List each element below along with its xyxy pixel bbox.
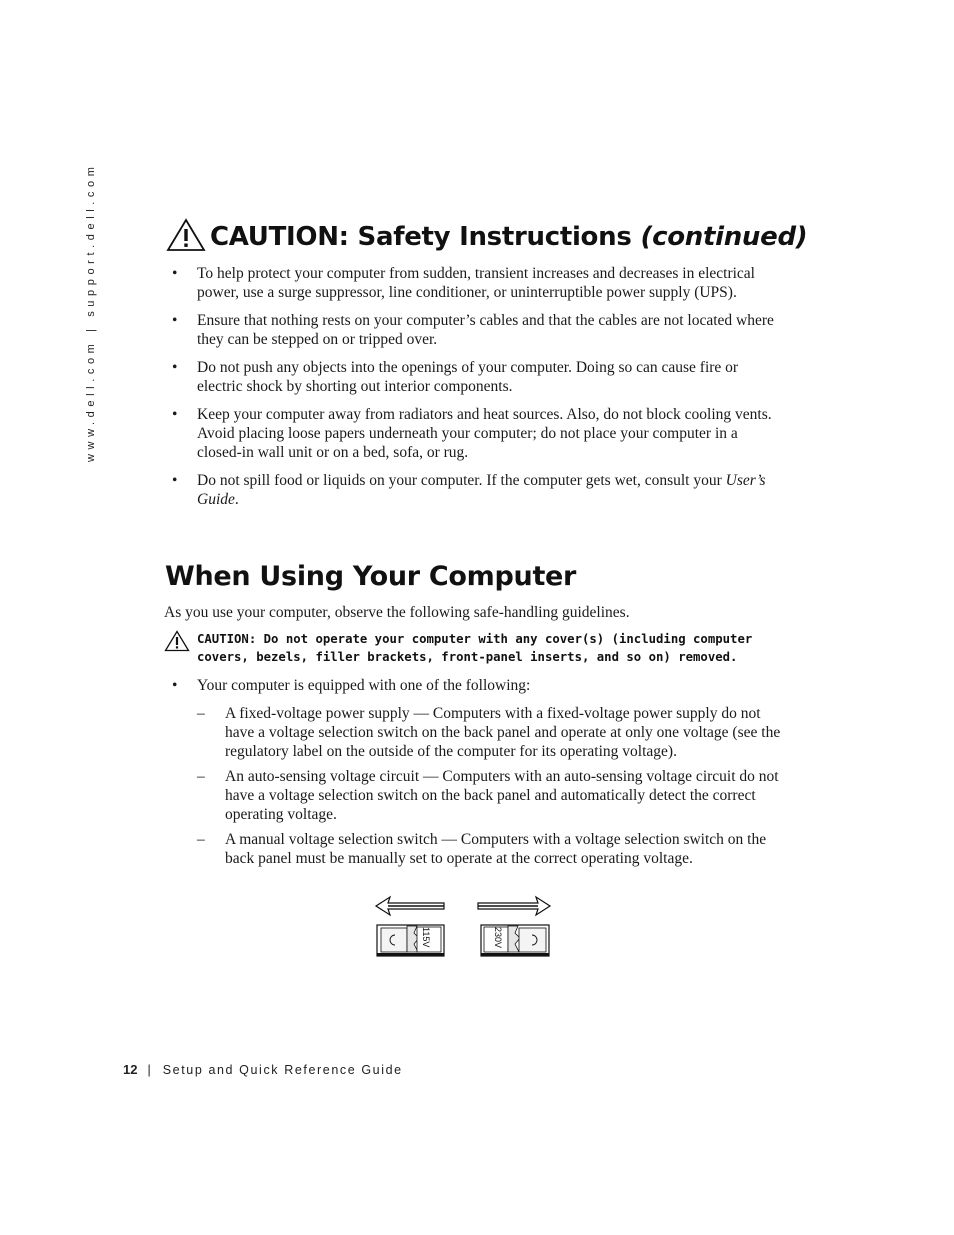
caution-notice-text: CAUTION: Do not operate your computer with any cover(s) (including computer covers, bezels, filler brackets, front-panel inserts, and so on) removed.	[197, 632, 753, 664]
list-item-text: Do not push any objects into the openings of your computer. Doing so can cause fire or electric shock by shorting out interior components.	[197, 359, 739, 395]
sub-list-item	[197, 767, 787, 824]
voltage-switch-left	[377, 925, 444, 956]
section-title: When Using Your Computer	[165, 561, 577, 592]
equipped-list	[172, 676, 782, 704]
list-item	[172, 676, 782, 695]
list-item	[172, 264, 782, 302]
page-number: 12	[123, 1062, 138, 1077]
page-footer	[123, 1062, 403, 1077]
voltage-switch-illustration	[374, 890, 554, 962]
list-item-end: .	[234, 491, 239, 508]
voltage-label-230v: 230V	[493, 927, 503, 949]
sub-list-item-text: An auto-sensing voltage circuit — Computers with an auto-sensing voltage circuit do not have a voltage selection switch on the back panel and automatically detect the correct operating voltage.	[225, 768, 779, 823]
voltage-options-list	[197, 704, 787, 874]
caution-bullet-list	[172, 264, 782, 518]
dash: –	[197, 768, 205, 785]
caution-notice	[164, 630, 784, 666]
list-item-text: Ensure that nothing rests on your computer’s cables and that the cables are not located where they can be stepped on or tripped over.	[197, 312, 774, 348]
list-item-text: To help protect your computer from sudden, transient increases and decreases in electrical power, use a surge suppressor, line conditioner, or uninterruptible power supply (UPS).	[197, 265, 755, 301]
list-item	[172, 471, 782, 509]
list-item	[172, 358, 782, 396]
voltage-label-115v: 115V	[421, 927, 431, 948]
sub-list-item	[197, 704, 787, 761]
caution-heading	[166, 218, 807, 252]
arrow-left-icon	[376, 897, 444, 915]
bullet: •	[172, 265, 178, 282]
sub-list-item-text: A manual voltage selection switch — Computers with a voltage selection switch on the back panel must be manually set to operate at the correct operating voltage.	[225, 831, 767, 867]
warning-icon	[164, 630, 190, 652]
sub-list-item	[197, 830, 787, 868]
bullet: •	[172, 677, 178, 694]
voltage-switch-right	[481, 925, 549, 956]
list-item-text: Keep your computer away from radiators and heat sources. Also, do not block cooling vents. Avoid placing loose papers underneath your computer; do not place your computer in a closed-in wall unit or on a bed, sofa, or rug.	[197, 406, 772, 461]
sub-list-item-text: A fixed-voltage power supply — Computers with a fixed-voltage power supply do not have a voltage selection switch on the back panel and operate at only one voltage (see the regulatory label on the outside of the computer for its operating voltage).	[225, 705, 781, 760]
dash: –	[197, 705, 205, 722]
arrow-right-icon	[478, 897, 550, 915]
bullet: •	[172, 312, 178, 329]
users-guide-reference: User’s Guide	[197, 472, 766, 508]
footer-separator: |	[147, 1063, 151, 1077]
list-item-text: Do not spill food or liquids on your computer. If the computer gets wet, consult your	[197, 472, 726, 489]
section-intro: As you use your computer, observe the following safe-handling guidelines.	[164, 604, 630, 621]
sidebar-url: www.dell.com | support.dell.com	[85, 162, 97, 462]
dash: –	[197, 831, 205, 848]
warning-icon	[166, 218, 206, 252]
list-item-text: Your computer is equipped with one of the following:	[197, 677, 531, 694]
guide-title: Setup and Quick Reference Guide	[162, 1063, 403, 1077]
bullet: •	[172, 359, 178, 376]
caution-heading-continued: (continued)	[640, 222, 808, 252]
bullet: •	[172, 406, 178, 423]
list-item	[172, 311, 782, 349]
list-item	[172, 405, 782, 462]
caution-heading-text: CAUTION: Safety Instructions	[210, 222, 632, 252]
bullet: •	[172, 472, 178, 489]
